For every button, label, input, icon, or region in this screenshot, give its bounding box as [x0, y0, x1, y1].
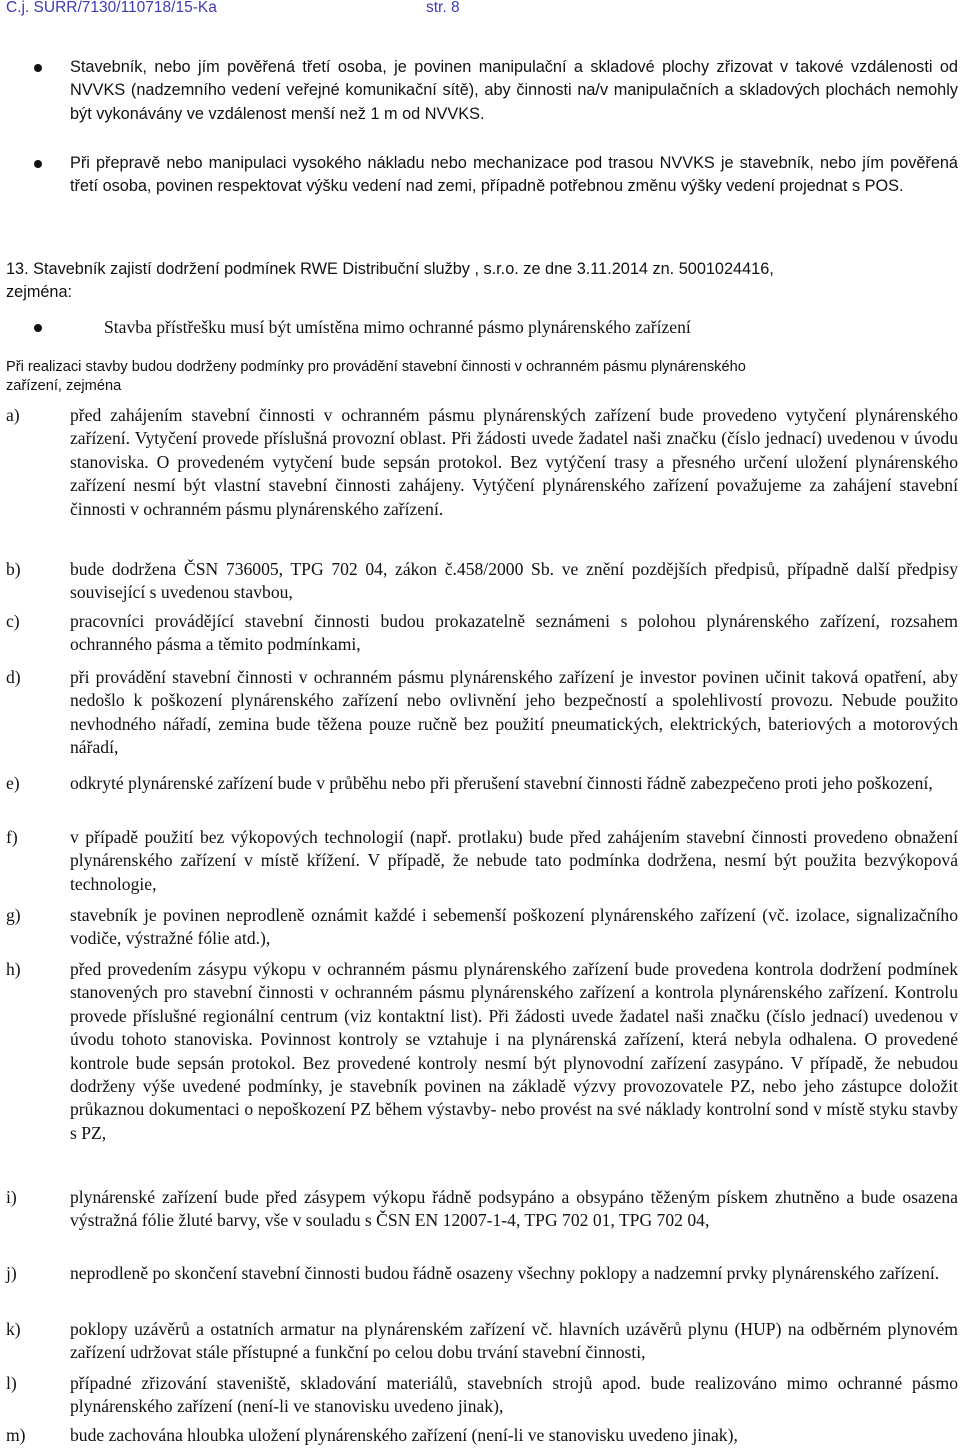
item-text: poklopy uzávěrů a ostatních armatur na plynárenském zařízení vč. hlavních uzávěrů plynu (HUP) na odběrném plynovém zařízení udržovat stále přístupné a funkční po celou dobu trvání stavební činnosti,: [70, 1319, 958, 1363]
item-letter: l): [6, 1373, 17, 1393]
page-number: str. 8: [426, 0, 460, 16]
item-letter: g): [6, 905, 21, 925]
item-text: pracovníci provádějící stavební činnosti budou prokazatelně seznámeni s polohou plynárenského zařízení, rozsahem ochranného pásma a těmito podmínkami,: [70, 611, 958, 655]
bullet-text: Stavebník, nebo jím pověřená třetí osoba, je povinen manipulační a skladové plochy zřizovat v takové vzdálenosti od NVVKS (nadzemního vedení veřejné komunikační sítě), aby činnosti na/v manipulačních a skladových plochách nemohly být vykonávány ve vzdálenost menší než 1 m od NVVKS.: [70, 58, 958, 123]
item-text: bude dodržena ČSN 736005, TPG 702 04, zákon č.458/2000 Sb. ve znění pozdějších předpisů, případně další předpisy související s uvedenou stavbou,: [70, 559, 958, 603]
section-heading-line: zejména:: [6, 283, 73, 302]
item-letter: b): [6, 559, 21, 579]
item-text: v případě použití bez výkopových technologií (např. protlaku) bude před zahájením stavební činnosti provedeno obnažení plynárenského zařízení v místě křížení. V případě, že nebude tato podmínka dodržena, nesmí být použita bezvýkopová technologie,: [70, 827, 958, 894]
item-letter: m): [6, 1425, 26, 1445]
section-heading-line: 13. Stavebník zajistí dodržení podmínek RWE Distribuční služby , s.r.o. ze dne 3.11.2014 zn. 5001024416,: [6, 260, 774, 278]
bullet-marker: [34, 160, 42, 168]
item-letter: c): [6, 611, 20, 631]
item-letter: i): [6, 1187, 17, 1207]
item-text: plynárenské zařízení bude před zásypem výkopu řádně podsypáno a obsypáno těženým pískem zhutněno a bude osazena výstražná fólie žluté barvy, vše v souladu s ČSN EN 12007-1-4, TPG 702 01, TPG 702 04,: [70, 1187, 958, 1231]
item-letter: f): [6, 827, 18, 847]
item-text: bude zachována hloubka uložení plynárenského zařízení (není-li ve stanovisku uvedeno jinak),: [70, 1425, 738, 1445]
intro-line: Při realizaci stavby budou dodrženy podmínky pro provádění stavební činnosti v ochranném pásmu plynárenského: [6, 359, 746, 375]
item-text: před zahájením stavební činnosti v ochranném pásmu plynárenských zařízení bude provedeno vytyčení plynárenského zařízení. Vytyčení provede příslušná provozní oblast. Při žádosti uvede žadatel naši značku (číslo jednací) uvedenou v úvodu stanoviska. O provedeném vytyčení bude sepsán protokol. Bez vytýčení trasy a přesného určení uložení plynárenského zařízení nesmí být vlastní stavební činnosti zahájeny. Vytýčení plynárenského zařízení považujeme za zahájení stavební činnosti v ochranném pásmu plynárenského zařízení.: [70, 405, 958, 519]
item-text: odkryté plynárenské zařízení bude v průběhu nebo při přerušení stavební činnosti řádně zabezpečeno proti jeho poškození,: [70, 773, 933, 793]
item-letter: e): [6, 773, 20, 793]
section-heading-13: [6, 258, 958, 305]
bullet-marker: [34, 64, 42, 72]
item-text: případné zřizování staveniště, skladování materiálů, stavebních strojů apod. bude realizováno mimo ochranné pásmo plynárenského zařízení (není-li ve stanovisku uvedeno jinak),: [70, 1373, 958, 1417]
item-letter: j): [6, 1263, 17, 1283]
conditions-intro: [6, 358, 958, 396]
item-text: před provedením zásypu výkopu v ochranném pásmu plynárenského zařízení bude provedena kontrola dodržení podmínek stanovených pro stavební činnosti v ochranném pásmu plynárenského zařízení a kontrola plynárenského zařízení. Kontrolu provede příslušné regionální centrum (viz kontaktní list). Při žádosti uvede žadatel naši značku (číslo jednací) uvedenou v úvodu tohoto stanoviska. Povinnost kontroly se vztahuje i na plynárenská zařízení, která nebyla odhalena. O provedené kontrole bude sepsán protokol. Bez provedené kontroly nesmí být plynovodní zařízení zasypáno. V případě, že nebudou dodrženy výše uvedené podmínky, je stavebník povinen na základě výzvy provozovatele PZ, nebo jeho zástupce doložit průkaznou dokumentaci o nepoškození PZ během výstavby- nebo provést na své náklady kontrolní sond v místě styku stavby s PZ,: [70, 959, 958, 1143]
intro-line: zařízení, zejména: [6, 378, 122, 394]
bullet-text: Stavba přístřešku musí být umístěna mimo ochranné pásmo plynárenského zařízení: [104, 317, 691, 337]
item-text: při provádění stavební činnosti v ochranném pásmu plynárenského zařízení je investor povinen učinit taková opatření, aby nedošlo k poškození plynárenského zařízení nebo ovlivnění jeho bezpečností a spolehlivostí provozu. Nebude použito nevhodného nářadí, zemina bude těžena pouze ručně bez použití pneumatických, elektrických, bateriových a motorových nářadí,: [70, 667, 958, 758]
item-text: neprodleně po skončení stavební činnosti budou řádně osazeny všechny poklopy a nadzemní prvky plynárenského zařízení.: [70, 1263, 940, 1283]
bullet-marker: [34, 324, 42, 332]
item-letter: h): [6, 959, 21, 979]
item-letter: d): [6, 667, 21, 687]
document-reference: Č.j. SURR/7130/110718/15-Ka: [6, 0, 217, 16]
item-text: stavebník je povinen neprodleně oznámit každé i sebemenší poškození plynárenského zařízení (vč. izolace, signalizačního vodiče, výstražné fólie atd.),: [70, 905, 958, 949]
item-letter: k): [6, 1319, 21, 1339]
bullet-text: Při přepravě nebo manipulaci vysokého nákladu nebo mechanizace pod trasou NVVKS je stavebník, nebo jím pověřená třetí osoba, povinen respektovat výšku vedení nad zemi, případně potřebnou změnu výšky vedení projednat s POS.: [70, 154, 958, 196]
item-letter: a): [6, 405, 20, 425]
